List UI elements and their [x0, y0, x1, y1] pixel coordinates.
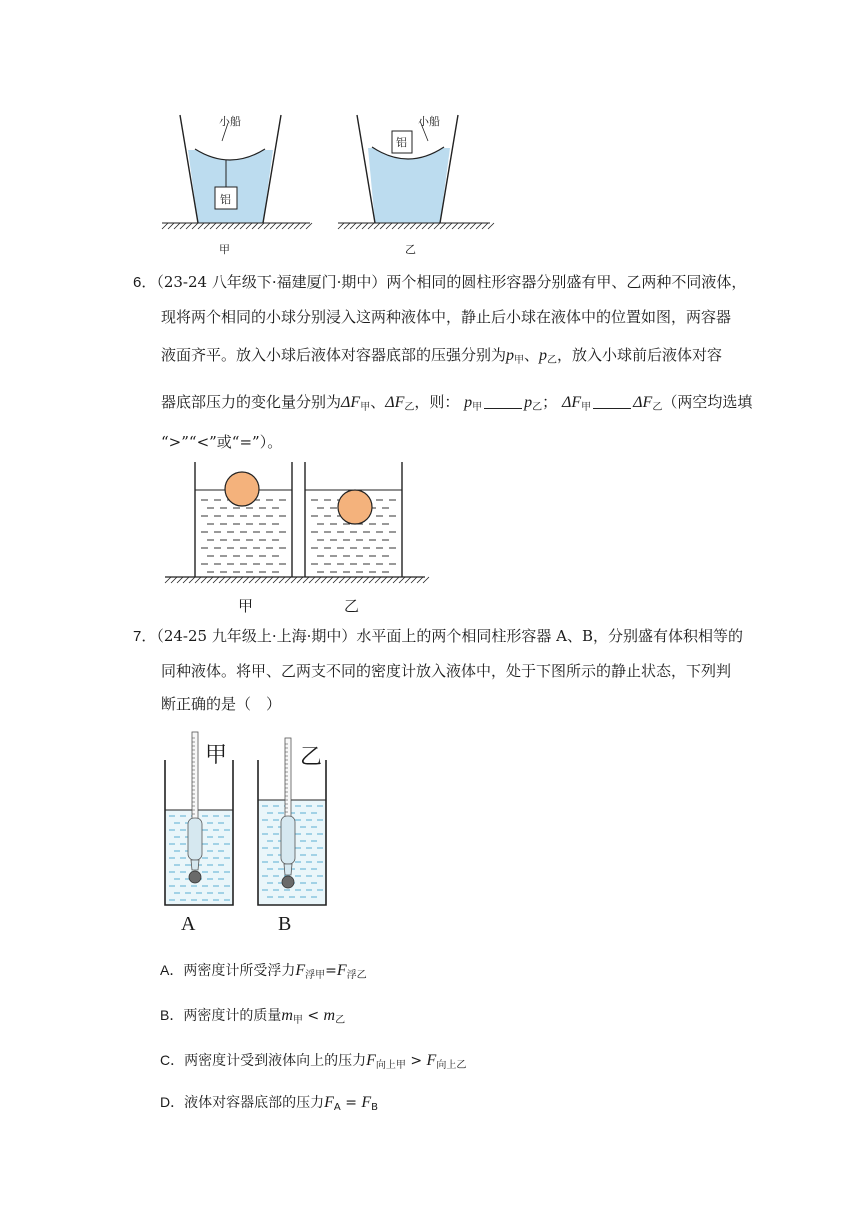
q7-label-B: B	[278, 913, 292, 935]
q7-source: （24-25 九年级上·上海·期中）	[156, 627, 357, 645]
q7-line2: 同种液体。将甲、乙两支不同的密度计放入液体中，处于下图所示的静止状态，下列判	[161, 662, 732, 680]
block-label-right: 铝	[396, 136, 407, 149]
q7-label-jia: 甲	[205, 743, 228, 768]
option-d[interactable]: D．液体对容器底部的压力$F_A = F_B$	[160, 1094, 379, 1113]
q7-line3: 断正确的是（ ）	[161, 695, 282, 713]
answer-blank-2[interactable]	[593, 394, 631, 409]
q6-source: （23-24 八年级下·福建厦门·期中）	[156, 273, 387, 291]
q6-number: 6．	[133, 274, 157, 291]
block-label-left: 铝	[220, 193, 231, 206]
caption-yi: 乙	[405, 243, 416, 256]
option-c[interactable]: C．两密度计受到液体向上的压力$F_{向上甲} > F_{向上乙}$	[160, 1052, 467, 1071]
q7-label-A: A	[181, 913, 196, 935]
q7-label-yi: 乙	[300, 745, 323, 770]
q6-line3: 液面齐平。放入小球后液体对容器底部的压强分别为$p_甲$、$p_乙$，放入小球前后液体对容	[161, 346, 723, 366]
q7-number: 7．	[133, 628, 157, 645]
q6-line2: 现将两个相同的小球分别浸入这两种液体中，静止后小球在液体中的位置如图，两容器	[161, 308, 732, 326]
q6-line4: 器底部压力的变化量分别为$\Delta F_甲$、$\Delta F_乙$，则： $p_甲$ $p_乙$； $\Delta F_甲$ $\Delta F_乙$（两空均选填	[161, 393, 753, 413]
q6-line1: 6．（23-24 八年级下·福建厦门·期中）两个相同的圆柱形容器分别盛有甲、乙两种不同液体，	[133, 273, 747, 291]
q6-caption-jia: 甲	[238, 597, 254, 615]
q7-line1: 7．（24-25 九年级上·上海·期中）水平面上的两个相同柱形容器 A、B，分别盛有体积相等的	[133, 627, 744, 645]
option-b[interactable]: B．两密度计的质量$m_甲 < m_乙$	[160, 1007, 346, 1026]
q6-line5: “>”“<”或“=”）。	[161, 433, 283, 451]
q6-caption-yi: 乙	[344, 597, 360, 615]
ball-containers-figure	[160, 460, 430, 590]
option-a[interactable]: A．两密度计所受浮力$F_{浮甲}=F_{浮乙}$	[160, 962, 367, 981]
boat-figure	[150, 105, 500, 255]
boat-label-right: 小船	[418, 115, 440, 128]
answer-blank-1[interactable]	[484, 394, 522, 409]
boat-label-left: 小船	[219, 115, 241, 128]
caption-jia: 甲	[219, 243, 230, 256]
